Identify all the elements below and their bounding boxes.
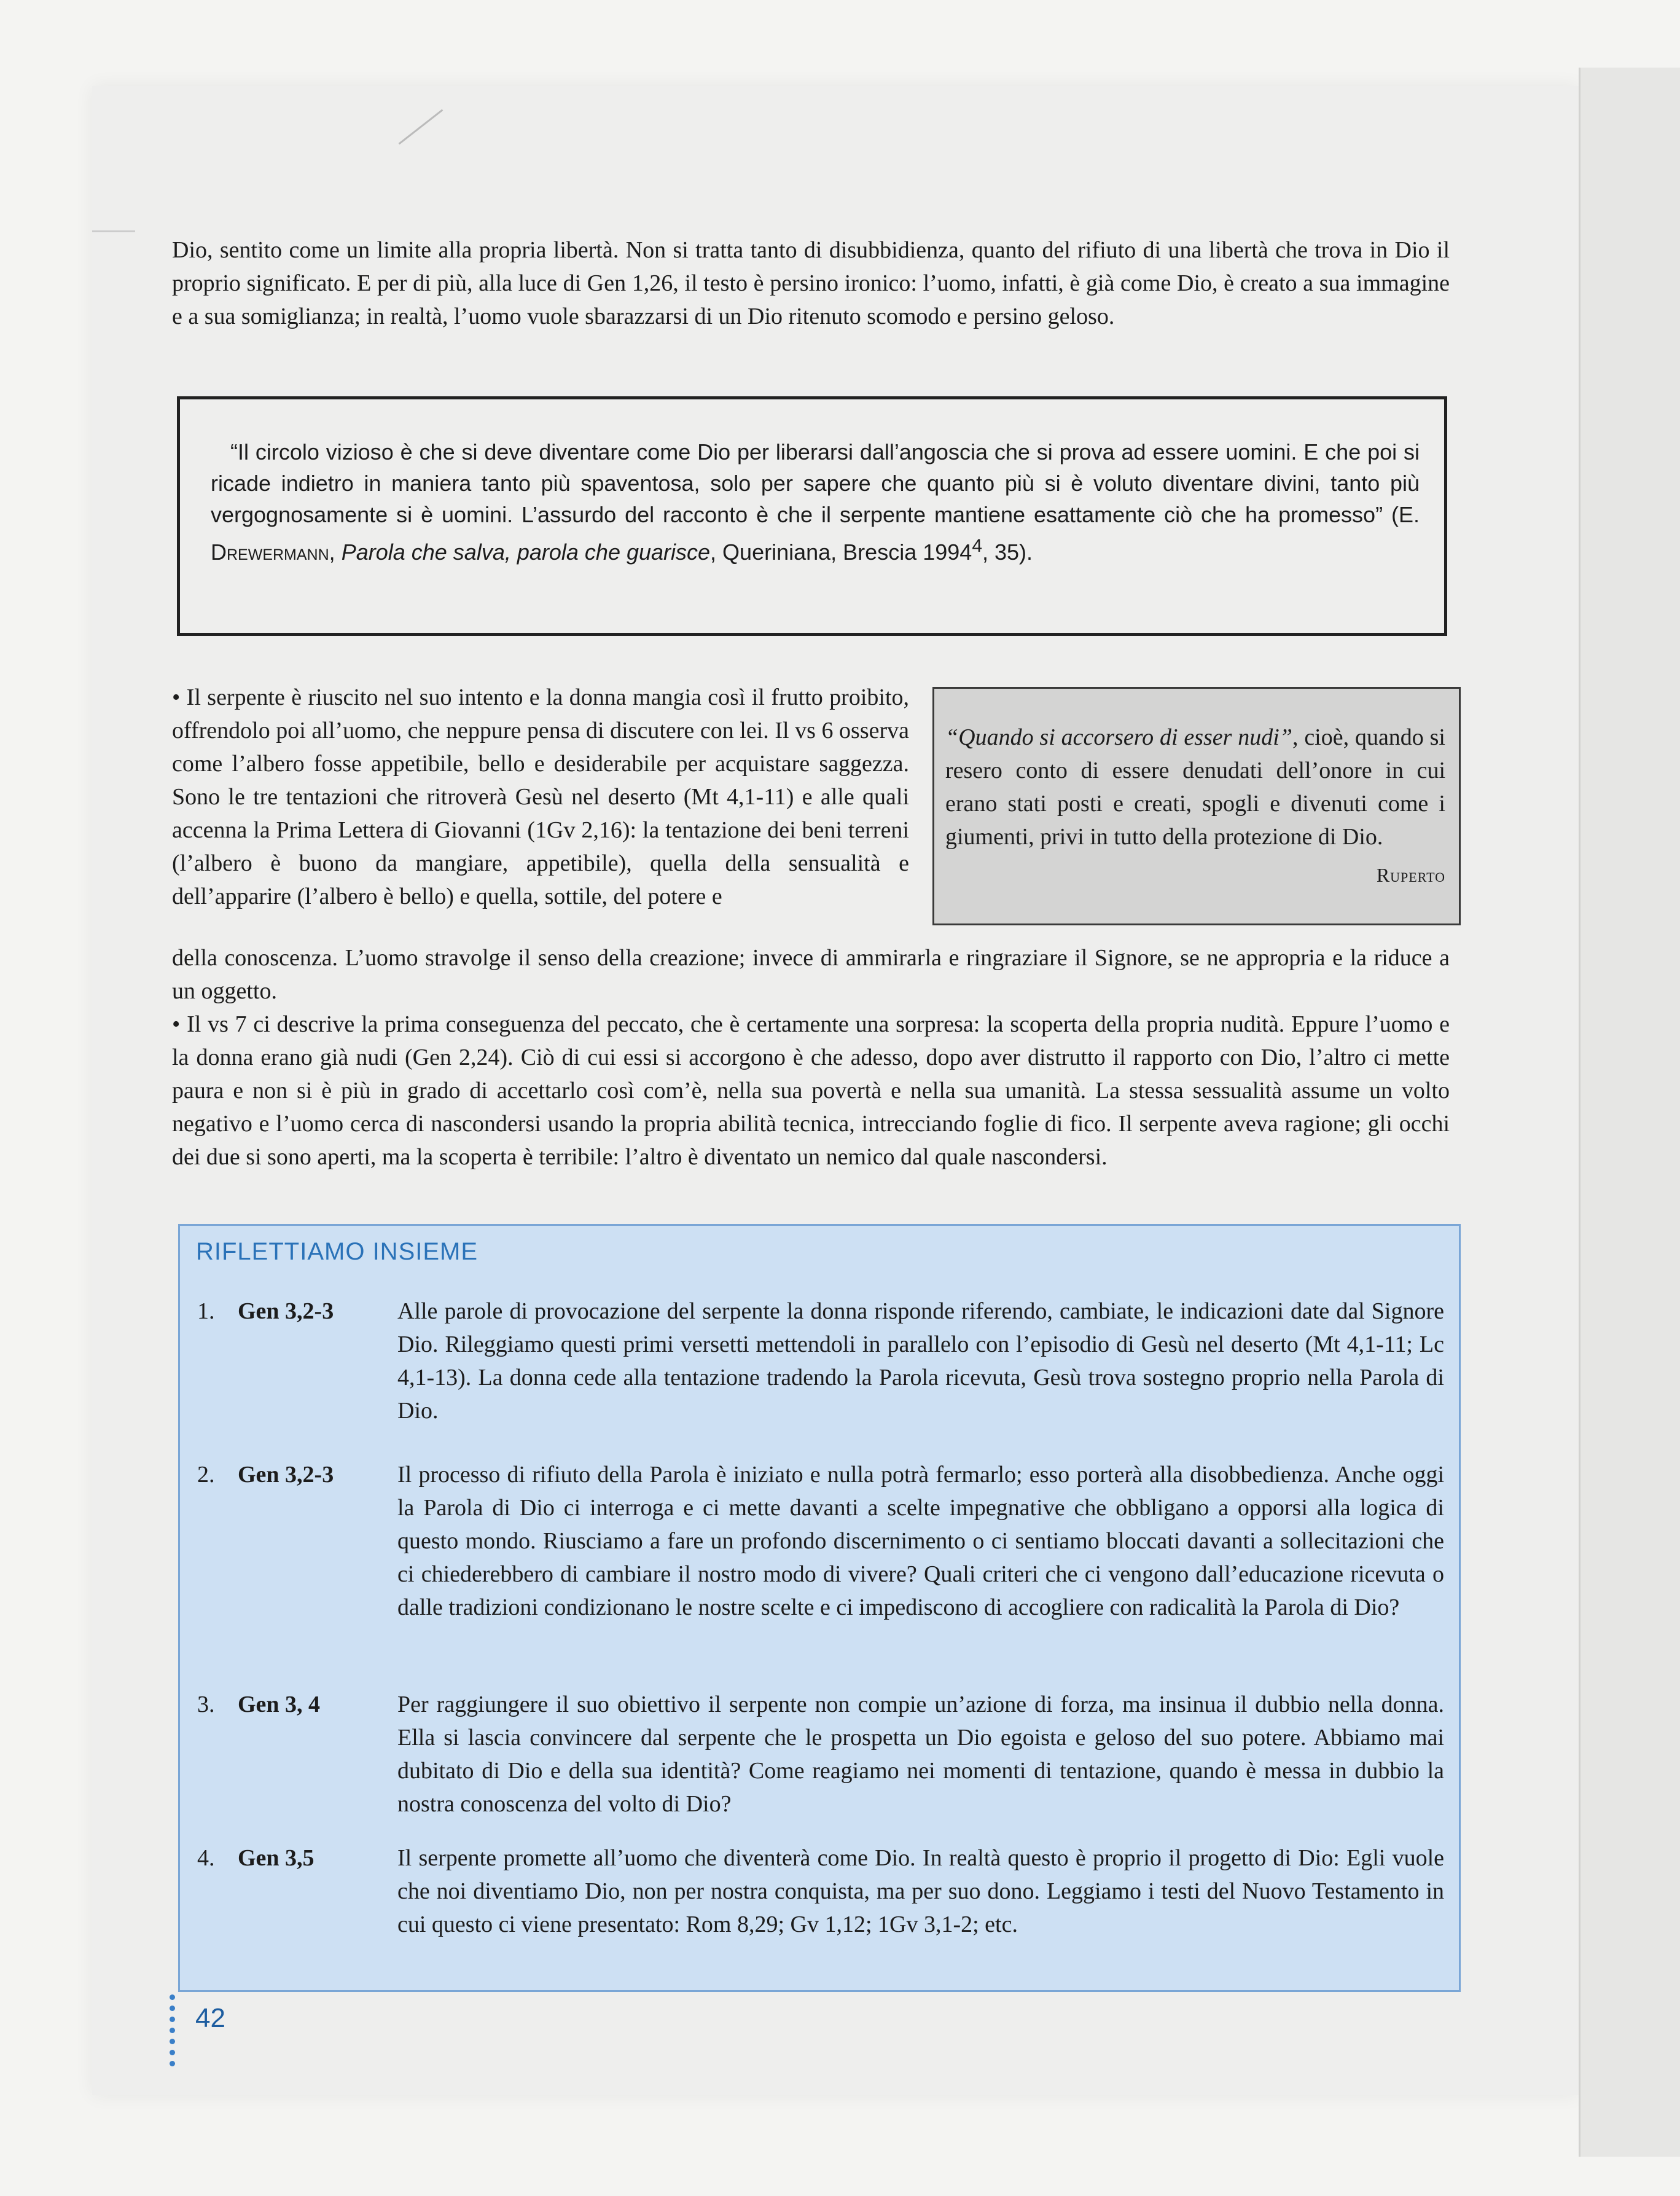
quote-text (211, 436, 1420, 568)
sidebar-quote-text (945, 721, 1445, 853)
scan-mark (92, 230, 135, 232)
sidebar-quote (932, 687, 1461, 925)
reflection-item (197, 1841, 1444, 1941)
quote-publisher: , Queriniana, Brescia 1994 (710, 539, 972, 565)
item-number: 3. (197, 1692, 215, 1717)
item-text: Alle parole di provocazione del serpente la donna risponde riferendo, cambiate, le indicazioni date dal Signore Dio. Rileggiamo questi primi versetti mettendoli in parallelo con l’episodio di Gesù nel deserto (Mt 4,1-11; Lc 4,1-13). La donna cede alla tentazione tradendo la Parola ricevuta, Gesù trova sostegno proprio nella Parola di Dio. (397, 1298, 1444, 1424)
column-paragraph: • Il serpente è riuscito nel suo intento e la donna mangia così il frutto proibito, offrendolo poi all’uomo, che neppure pensa di discutere con lei. Il vs 6 osserva come l’albero fosse appetibile, bello e desiderabile per acquistare saggezza. Sono le tre tentazioni che ritroverà Gesù nel deserto (Mt 4,1-11) e alle quali accenna la Prima Lettera di Giovanni (1Gv 2,16): la tentazione dei beni terreni (l’albero è buono da mangiare, appetibile), quella della sensualità e dell’apparire (l’albero è bello) e quella, sottile, del potere e (172, 684, 909, 909)
reflection-item (197, 1458, 1444, 1624)
item-reference: Gen 3, 4 (238, 1692, 321, 1717)
riflettiamo-box (178, 1224, 1461, 1992)
item-number: 2. (197, 1462, 215, 1488)
sidebar-quote-author: Ruperto (1376, 864, 1445, 886)
item-number: 4. (197, 1845, 215, 1871)
quote-box (177, 396, 1447, 636)
quote-edition: 4 (972, 536, 982, 556)
item-text: Per raggiungere il suo obiettivo il serpente non compie un’azione di forza, ma insinua il dubbio nella donna. Ella si lascia convincere dal serpente che le prospetta un Dio egoista e geloso del suo potere. Abbiamo mai dubitato di Dio e della sua identità? Come reagiamo nei momenti di tentazione, quando è messa in dubbio la nostra conoscenza del volto di Dio? (397, 1692, 1444, 1817)
riflettiamo-title: RIFLETTIAMO INSIEME (196, 1238, 479, 1265)
facing-page-edge (1579, 68, 1680, 2157)
sidebar-quote-rest: , cioè, quando si resero conto di essere denudati dell’onore in cui erano stati posti e creati, spogli e divenuti come i giumenti, privi in tutto della protezione di Dio. (945, 724, 1445, 850)
item-reference: Gen 3,2-3 (238, 1462, 334, 1488)
quote-book-title: Parola che salva, parola che guarisce (341, 539, 711, 565)
page-number: 42 (195, 2003, 225, 2033)
quote-body: “Il circolo vizioso è che si deve diventare come Dio per liberarsi dall’angoscia che si prova ad essere uomini. E che poi si ricade indietro in maniera tanto più spaventosa, solo per sapere che quanto più si è voluto diventare divini, tanto più vergognosamente si è uomini. L’assurdo del racconto è che il serpente mantiene esattamente ciò che ha promesso” (E. (211, 439, 1420, 527)
item-text: Il serpente promette all’uomo che diventerà come Dio. In realtà questo è proprio il progetto di Dio: Egli vuole che noi diventiamo Dio, non per nostra conquista, ma per suo dono. Leggiamo i testi del Nuovo Testamento in cui questo ci viene presentato: Rom 8,29; Gv 1,12; 1Gv 3,1-2; etc. (397, 1845, 1444, 1937)
item-reference: Gen 3,5 (238, 1845, 315, 1871)
page-number-dots (170, 1994, 176, 2072)
intro-paragraph: Dio, sentito come un limite alla propria libertà. Non si tratta tanto di disubbidienza, quanto del rifiuto di una libertà che trova in Dio il proprio significato. E per di più, alla luce di Gen 1,26, il testo è persino ironico: l’uomo, infatti, è già come Dio, è creato a sua immagine e a sua somiglianza; in realtà, l’uomo vuole sbarazzarsi di un Dio ritenuto scomodo e persino geloso. (172, 237, 1450, 329)
quote-separator: , (329, 539, 342, 565)
full-paragraph-2: • Il vs 7 ci descrive la prima conseguenza del peccato, che è certamente una sorpresa: la scoperta della propria nudità. Eppure l’uomo e la donna erano già nudi (Gen 2,24). Ciò di cui essi si accorgono è che adesso, dopo aver distrutto il rapporto con Dio, l’altro ci mette paura e non si è più in grado di accettarlo così com’è, nella sua povertà e nella sua umanità. La stessa sessualità assume un volto negativo e l’uomo cerca di nascondersi usando la propria abilità tecnica, intrecciando foglie di fico. Il serpente aveva ragione; gli occhi dei due si sono aperti, ma la scoperta è terribile: l’altro è diventato un nemico dal quale nascondersi. (172, 1011, 1450, 1170)
item-text: Il processo di rifiuto della Parola è iniziato e nulla potrà fermarlo; esso porterà alla disobbedienza. Anche oggi la Parola di Dio ci interroga e ci mette davanti a scelte impegnative che obbligano a opporsi alla logica di questo mondo. Riusciamo a fare un profondo discernimento o ci sentiamo bloccati davanti a sollecitazioni che ci chiederebbero di cambiare il nostro modo di vivere? Quali criteri che ci vengono dall’educazione ricevuta o dalle tradizioni condizionano le nostre scelte e ci impediscono di accogliere con radicalità la Parola di Dio? (397, 1462, 1444, 1620)
reflection-item (197, 1295, 1444, 1427)
item-reference: Gen 3,2-3 (238, 1298, 334, 1324)
sidebar-quote-italic: “Quando si accorsero di esser nudi” (945, 724, 1292, 750)
quote-end: , 35). (982, 539, 1033, 565)
quote-author: Drewermann (211, 539, 329, 565)
item-number: 1. (197, 1298, 215, 1324)
reflection-item (197, 1688, 1444, 1821)
full-paragraph-1: della conoscenza. L’uomo stravolge il senso della creazione; invece di ammirarla e ringraziare il Signore, se ne appropria e la riduce a un oggetto. (172, 945, 1450, 1004)
